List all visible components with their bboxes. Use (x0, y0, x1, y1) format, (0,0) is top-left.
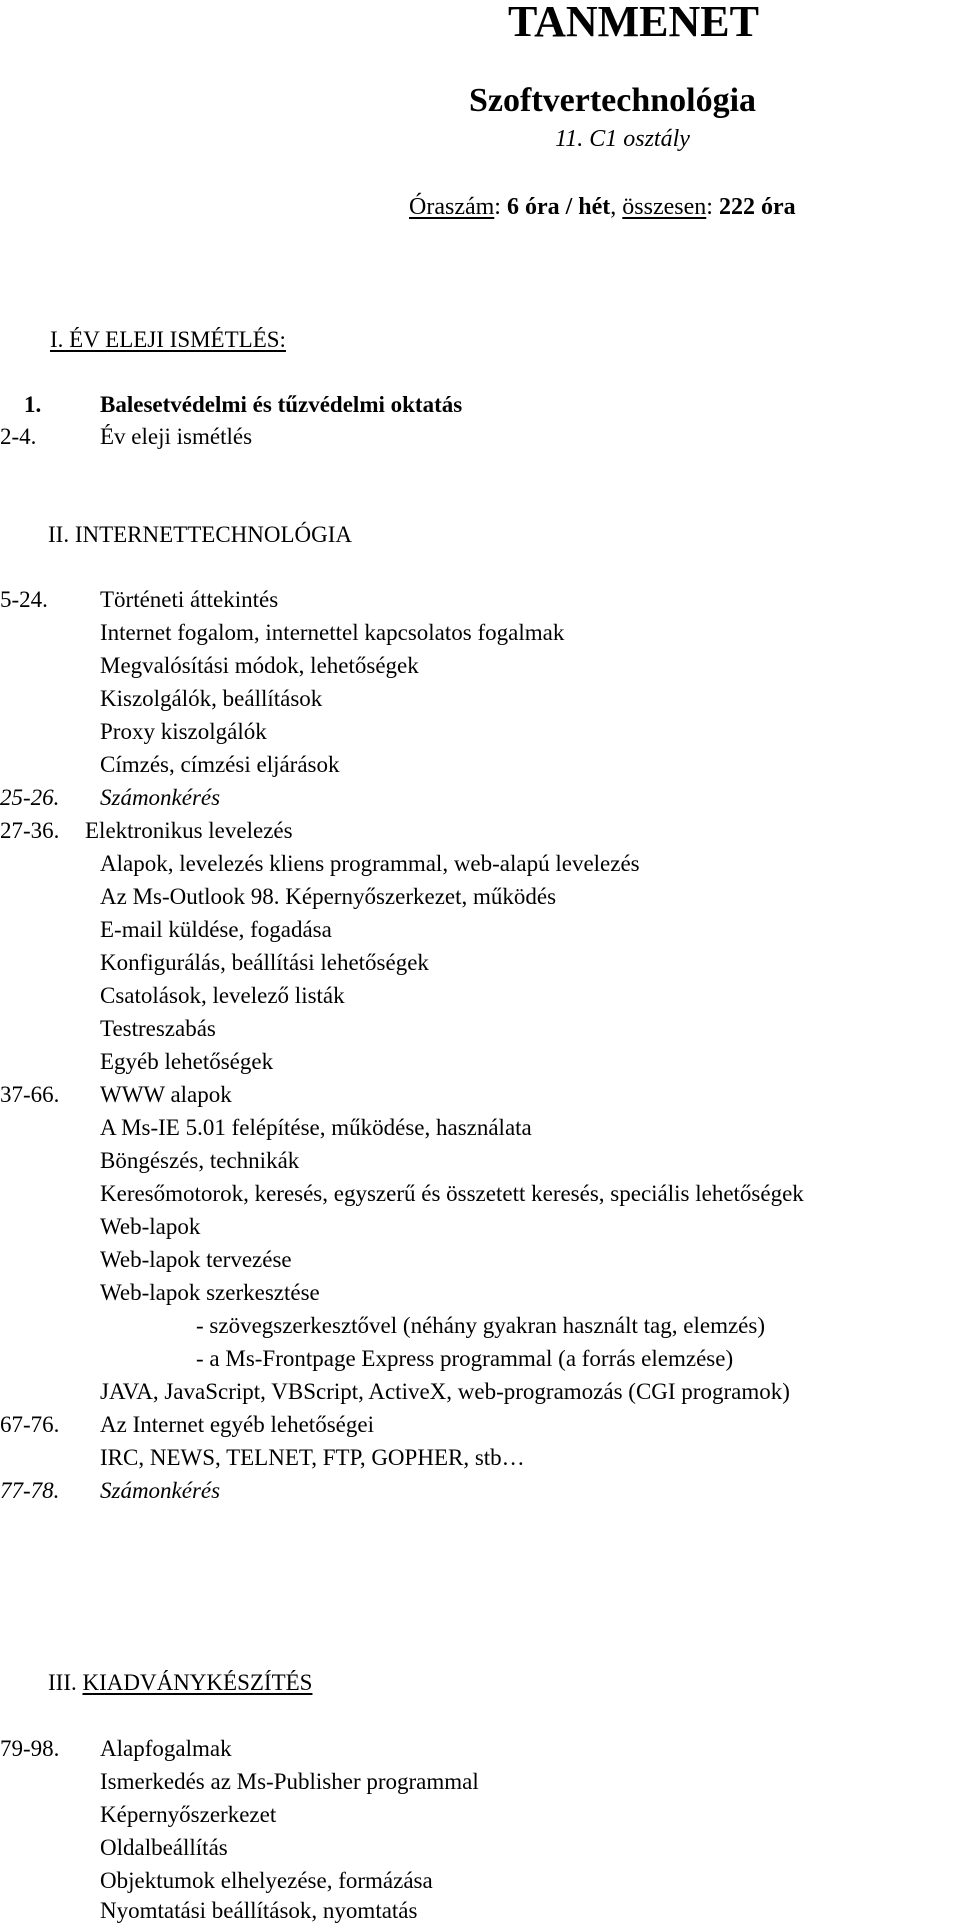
item-number: 1. (24, 392, 42, 417)
list-item: Internet fogalom, internettel kapcsolatos fogalmak (100, 620, 565, 645)
list-item: Képernyőszerkezet (100, 1802, 277, 1827)
exam-text: Számonkérés (100, 1478, 221, 1503)
block-number: 79-98. (0, 1736, 60, 1761)
list-item: Alapok, levelezés kliens programmal, web-alapú levelezés (100, 851, 640, 876)
list-item: Ismerkedés az Ms-Publisher programmal (100, 1769, 479, 1794)
list-item: JAVA, JavaScript, VBScript, ActiveX, web-programozás (CGI programok) (100, 1379, 790, 1404)
list-item: Az Ms-Outlook 98. Képernyőszerkezet, működés (100, 884, 557, 909)
total-sep: : (706, 194, 719, 220)
list-item: Testreszabás (100, 1016, 216, 1041)
exam-number: 25-26. (0, 785, 60, 810)
list-item: Web-lapok tervezése (100, 1247, 292, 1272)
section-2-heading: II. INTERNETTECHNOLÓGIA (48, 522, 353, 547)
list-item: Konfigurálás, beállítási lehetőségek (100, 950, 429, 975)
block-number: 5-24. (0, 587, 48, 612)
list-item: Az Internet egyéb lehetőségei (100, 1412, 374, 1437)
block-number: 27-36. (0, 818, 60, 843)
sub-item: - szövegszerkesztővel (néhány gyakran használt tag, elemzés) (196, 1313, 765, 1338)
class-label: 11. C1 osztály (555, 126, 690, 152)
section-3-numeral: III. (48, 1670, 83, 1695)
list-item: Proxy kiszolgálók (100, 719, 267, 744)
list-item: Web-lapok (100, 1214, 201, 1239)
hours-line (409, 195, 796, 219)
subject-title: Szoftvertechnológia (469, 82, 757, 119)
list-item: WWW alapok (100, 1082, 232, 1107)
total-label: összesen (622, 194, 707, 220)
item-text: Év eleji ismétlés (100, 424, 253, 449)
list-item: Történeti áttekintés (100, 587, 279, 612)
list-item: Címzés, címzési eljárások (100, 752, 340, 777)
hours-sep: : (494, 194, 507, 220)
item-number: 2-4. (0, 424, 37, 449)
hours-label: Óraszám (409, 194, 495, 220)
exam-text: Számonkérés (100, 785, 221, 810)
list-item: Megvalósítási módok, lehetőségek (100, 653, 419, 678)
section-3-heading (48, 1671, 312, 1694)
list-item: A Ms-IE 5.01 felépítése, működése, használata (100, 1115, 532, 1140)
list-item: Nyomtatási beállítások, nyomtatás (100, 1898, 418, 1923)
list-item: Csatolások, levelező listák (100, 983, 345, 1008)
list-item: Objektumok elhelyezése, formázása (100, 1868, 433, 1893)
section-3-title: KIADVÁNYKÉSZÍTÉS (82, 1670, 313, 1695)
list-item: Egyéb lehetőségek (100, 1049, 274, 1074)
list-item: Web-lapok szerkesztése (100, 1280, 320, 1305)
section-1-heading: I. ÉV ELEJI ISMÉTLÉS: (50, 327, 286, 352)
list-item: Elektronikus levelezés (85, 818, 293, 843)
list-item: Alapfogalmak (100, 1736, 232, 1761)
list-item: Böngészés, technikák (100, 1148, 300, 1173)
hours-mid: , (610, 194, 623, 220)
list-item: IRC, NEWS, TELNET, FTP, GOPHER, stb… (100, 1445, 525, 1470)
page-title: TANMENET (508, 0, 759, 46)
list-item: E-mail küldése, fogadása (100, 917, 332, 942)
block-number: 37-66. (0, 1082, 60, 1107)
item-text: Balesetvédelmi és tűzvédelmi oktatás (100, 392, 463, 417)
hours-value: 6 óra / hét (506, 194, 611, 220)
list-item: Kiszolgálók, beállítások (100, 686, 323, 711)
exam-number: 77-78. (0, 1478, 60, 1503)
list-item: Oldalbeállítás (100, 1835, 228, 1860)
list-item: Keresőmotorok, keresés, egyszerű és összetett keresés, speciális lehetőségek (100, 1181, 804, 1206)
total-value: 222 óra (718, 194, 796, 220)
sub-item: - a Ms-Frontpage Express programmal (a forrás elemzése) (196, 1346, 734, 1371)
block-number: 67-76. (0, 1412, 60, 1437)
